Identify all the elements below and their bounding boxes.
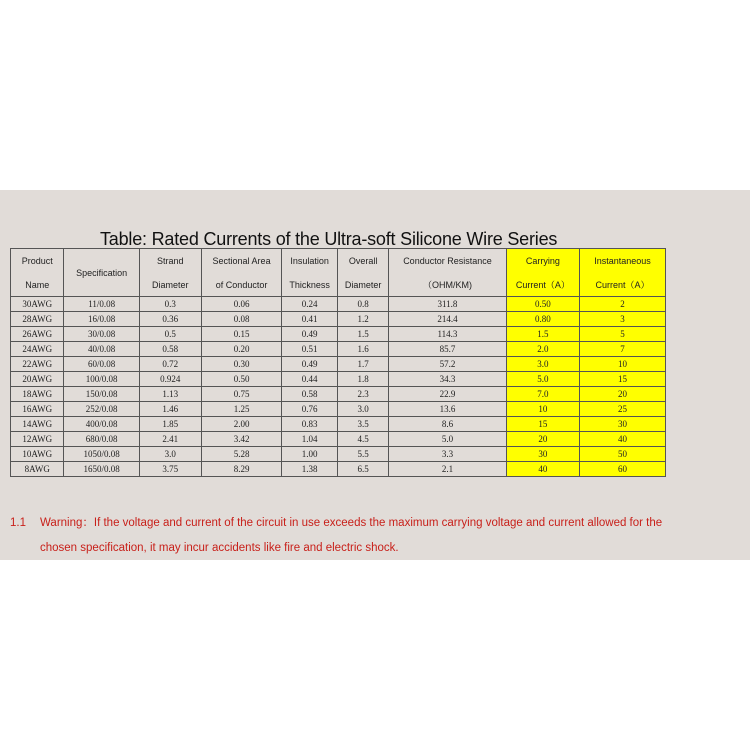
cell-overall-diameter: 1.5 bbox=[337, 327, 388, 342]
cell-sectional-area: 5.28 bbox=[201, 447, 282, 462]
header-insulation-thickness: Insulation Thickness bbox=[282, 249, 338, 297]
cell-instantaneous-current: 10 bbox=[580, 357, 666, 372]
cell-insulation-thickness: 1.04 bbox=[282, 432, 338, 447]
cell-overall-diameter: 1.2 bbox=[337, 312, 388, 327]
cell-sectional-area: 1.25 bbox=[201, 402, 282, 417]
cell-sectional-area: 0.50 bbox=[201, 372, 282, 387]
cell-carrying-current: 0.50 bbox=[506, 297, 579, 312]
header-product-name: Product Name bbox=[11, 249, 64, 297]
cell-strand-diameter: 1.46 bbox=[139, 402, 201, 417]
cell-insulation-thickness: 0.49 bbox=[282, 357, 338, 372]
cell-specification: 11/0.08 bbox=[64, 297, 139, 312]
cell-insulation-thickness: 0.51 bbox=[282, 342, 338, 357]
table-row bbox=[11, 402, 666, 417]
cell-carrying-current: 40 bbox=[506, 462, 579, 477]
table-body bbox=[11, 297, 666, 477]
cell-conductor-resistance: 2.1 bbox=[389, 462, 506, 477]
cell-conductor-resistance: 22.9 bbox=[389, 387, 506, 402]
cell-conductor-resistance: 3.3 bbox=[389, 447, 506, 462]
cell-strand-diameter: 2.41 bbox=[139, 432, 201, 447]
cell-overall-diameter: 2.3 bbox=[337, 387, 388, 402]
cell-instantaneous-current: 2 bbox=[580, 297, 666, 312]
cell-strand-diameter: 0.3 bbox=[139, 297, 201, 312]
table-row bbox=[11, 297, 666, 312]
cell-conductor-resistance: 5.0 bbox=[389, 432, 506, 447]
cell-insulation-thickness: 0.58 bbox=[282, 387, 338, 402]
table-row bbox=[11, 417, 666, 432]
cell-specification: 252/0.08 bbox=[64, 402, 139, 417]
cell-carrying-current: 3.0 bbox=[506, 357, 579, 372]
cell-insulation-thickness: 1.00 bbox=[282, 447, 338, 462]
cell-product-name: 12AWG bbox=[11, 432, 64, 447]
cell-conductor-resistance: 85.7 bbox=[389, 342, 506, 357]
header-row bbox=[11, 249, 666, 297]
cell-product-name: 8AWG bbox=[11, 462, 64, 477]
cell-overall-diameter: 3.0 bbox=[337, 402, 388, 417]
cell-strand-diameter: 1.13 bbox=[139, 387, 201, 402]
cell-conductor-resistance: 13.6 bbox=[389, 402, 506, 417]
cell-product-name: 10AWG bbox=[11, 447, 64, 462]
cell-instantaneous-current: 30 bbox=[580, 417, 666, 432]
cell-overall-diameter: 6.5 bbox=[337, 462, 388, 477]
cell-carrying-current: 5.0 bbox=[506, 372, 579, 387]
cell-carrying-current: 7.0 bbox=[506, 387, 579, 402]
cell-strand-diameter: 0.72 bbox=[139, 357, 201, 372]
cell-overall-diameter: 1.7 bbox=[337, 357, 388, 372]
cell-specification: 16/0.08 bbox=[64, 312, 139, 327]
cell-carrying-current: 15 bbox=[506, 417, 579, 432]
cell-strand-diameter: 0.924 bbox=[139, 372, 201, 387]
cell-specification: 400/0.08 bbox=[64, 417, 139, 432]
content-panel bbox=[0, 190, 750, 560]
table-row bbox=[11, 372, 666, 387]
cell-overall-diameter: 4.5 bbox=[337, 432, 388, 447]
cell-sectional-area: 0.06 bbox=[201, 297, 282, 312]
header-instantaneous-current: Instantaneous Current（A） bbox=[580, 249, 666, 297]
cell-strand-diameter: 1.85 bbox=[139, 417, 201, 432]
cell-sectional-area: 2.00 bbox=[201, 417, 282, 432]
cell-product-name: 16AWG bbox=[11, 402, 64, 417]
cell-specification: 40/0.08 bbox=[64, 342, 139, 357]
table-row bbox=[11, 357, 666, 372]
cell-overall-diameter: 1.8 bbox=[337, 372, 388, 387]
cell-instantaneous-current: 5 bbox=[580, 327, 666, 342]
cell-sectional-area: 0.75 bbox=[201, 387, 282, 402]
cell-overall-diameter: 1.6 bbox=[337, 342, 388, 357]
cell-strand-diameter: 3.75 bbox=[139, 462, 201, 477]
cell-overall-diameter: 0.8 bbox=[337, 297, 388, 312]
cell-insulation-thickness: 0.41 bbox=[282, 312, 338, 327]
cell-sectional-area: 0.30 bbox=[201, 357, 282, 372]
cell-product-name: 14AWG bbox=[11, 417, 64, 432]
cell-product-name: 20AWG bbox=[11, 372, 64, 387]
cell-strand-diameter: 0.36 bbox=[139, 312, 201, 327]
cell-insulation-thickness: 0.76 bbox=[282, 402, 338, 417]
cell-sectional-area: 0.15 bbox=[201, 327, 282, 342]
cell-product-name: 22AWG bbox=[11, 357, 64, 372]
cell-specification: 1050/0.08 bbox=[64, 447, 139, 462]
cell-conductor-resistance: 114.3 bbox=[389, 327, 506, 342]
cell-conductor-resistance: 8.6 bbox=[389, 417, 506, 432]
cell-instantaneous-current: 15 bbox=[580, 372, 666, 387]
cell-instantaneous-current: 25 bbox=[580, 402, 666, 417]
cell-carrying-current: 2.0 bbox=[506, 342, 579, 357]
wire-spec-table bbox=[10, 248, 666, 477]
cell-specification: 680/0.08 bbox=[64, 432, 139, 447]
cell-carrying-current: 10 bbox=[506, 402, 579, 417]
cell-overall-diameter: 5.5 bbox=[337, 447, 388, 462]
warning-text-line1: Warning：If the voltage and current of the circuit in use exceeds the maximum carrying voltage and current allowed for the bbox=[40, 517, 663, 529]
cell-strand-diameter: 0.58 bbox=[139, 342, 201, 357]
cell-instantaneous-current: 3 bbox=[580, 312, 666, 327]
header-carrying-current: Carrying Current（A） bbox=[506, 249, 579, 297]
cell-strand-diameter: 0.5 bbox=[139, 327, 201, 342]
cell-sectional-area: 8.29 bbox=[201, 462, 282, 477]
cell-sectional-area: 3.42 bbox=[201, 432, 282, 447]
table-row bbox=[11, 387, 666, 402]
table-row bbox=[11, 327, 666, 342]
cell-carrying-current: 20 bbox=[506, 432, 579, 447]
cell-product-name: 28AWG bbox=[11, 312, 64, 327]
cell-specification: 1650/0.08 bbox=[64, 462, 139, 477]
cell-conductor-resistance: 57.2 bbox=[389, 357, 506, 372]
cell-insulation-thickness: 0.83 bbox=[282, 417, 338, 432]
cell-insulation-thickness: 0.24 bbox=[282, 297, 338, 312]
table-row bbox=[11, 312, 666, 327]
cell-conductor-resistance: 311.8 bbox=[389, 297, 506, 312]
cell-specification: 60/0.08 bbox=[64, 357, 139, 372]
cell-insulation-thickness: 0.49 bbox=[282, 327, 338, 342]
cell-instantaneous-current: 7 bbox=[580, 342, 666, 357]
header-sectional-area: Sectional Area of Conductor bbox=[201, 249, 282, 297]
warning-note bbox=[10, 511, 746, 561]
table-row bbox=[11, 462, 666, 477]
cell-instantaneous-current: 50 bbox=[580, 447, 666, 462]
header-specification: Specification bbox=[64, 249, 139, 297]
table-title: Table: Rated Currents of the Ultra-soft Silicone Wire Series bbox=[100, 229, 558, 249]
cell-overall-diameter: 3.5 bbox=[337, 417, 388, 432]
warning-number: 1.1 bbox=[10, 517, 26, 529]
cell-product-name: 26AWG bbox=[11, 327, 64, 342]
cell-specification: 150/0.08 bbox=[64, 387, 139, 402]
table-row bbox=[11, 447, 666, 462]
cell-product-name: 24AWG bbox=[11, 342, 64, 357]
table-row bbox=[11, 432, 666, 447]
cell-strand-diameter: 3.0 bbox=[139, 447, 201, 462]
cell-conductor-resistance: 214.4 bbox=[389, 312, 506, 327]
cell-insulation-thickness: 0.44 bbox=[282, 372, 338, 387]
warning-text-line2: chosen specification, it may incur accidents like fire and electric shock. bbox=[40, 542, 399, 554]
cell-specification: 30/0.08 bbox=[64, 327, 139, 342]
cell-conductor-resistance: 34.3 bbox=[389, 372, 506, 387]
cell-carrying-current: 1.5 bbox=[506, 327, 579, 342]
header-conductor-resistance: Conductor Resistance （OHM/KM) bbox=[389, 249, 506, 297]
table-row bbox=[11, 342, 666, 357]
header-overall-diameter: Overall Diameter bbox=[337, 249, 388, 297]
cell-sectional-area: 0.20 bbox=[201, 342, 282, 357]
cell-instantaneous-current: 20 bbox=[580, 387, 666, 402]
cell-carrying-current: 0.80 bbox=[506, 312, 579, 327]
cell-insulation-thickness: 1.38 bbox=[282, 462, 338, 477]
cell-specification: 100/0.08 bbox=[64, 372, 139, 387]
header-strand-diameter: Strand Diameter bbox=[139, 249, 201, 297]
cell-product-name: 18AWG bbox=[11, 387, 64, 402]
cell-sectional-area: 0.08 bbox=[201, 312, 282, 327]
cell-instantaneous-current: 40 bbox=[580, 432, 666, 447]
cell-instantaneous-current: 60 bbox=[580, 462, 666, 477]
cell-carrying-current: 30 bbox=[506, 447, 579, 462]
cell-product-name: 30AWG bbox=[11, 297, 64, 312]
